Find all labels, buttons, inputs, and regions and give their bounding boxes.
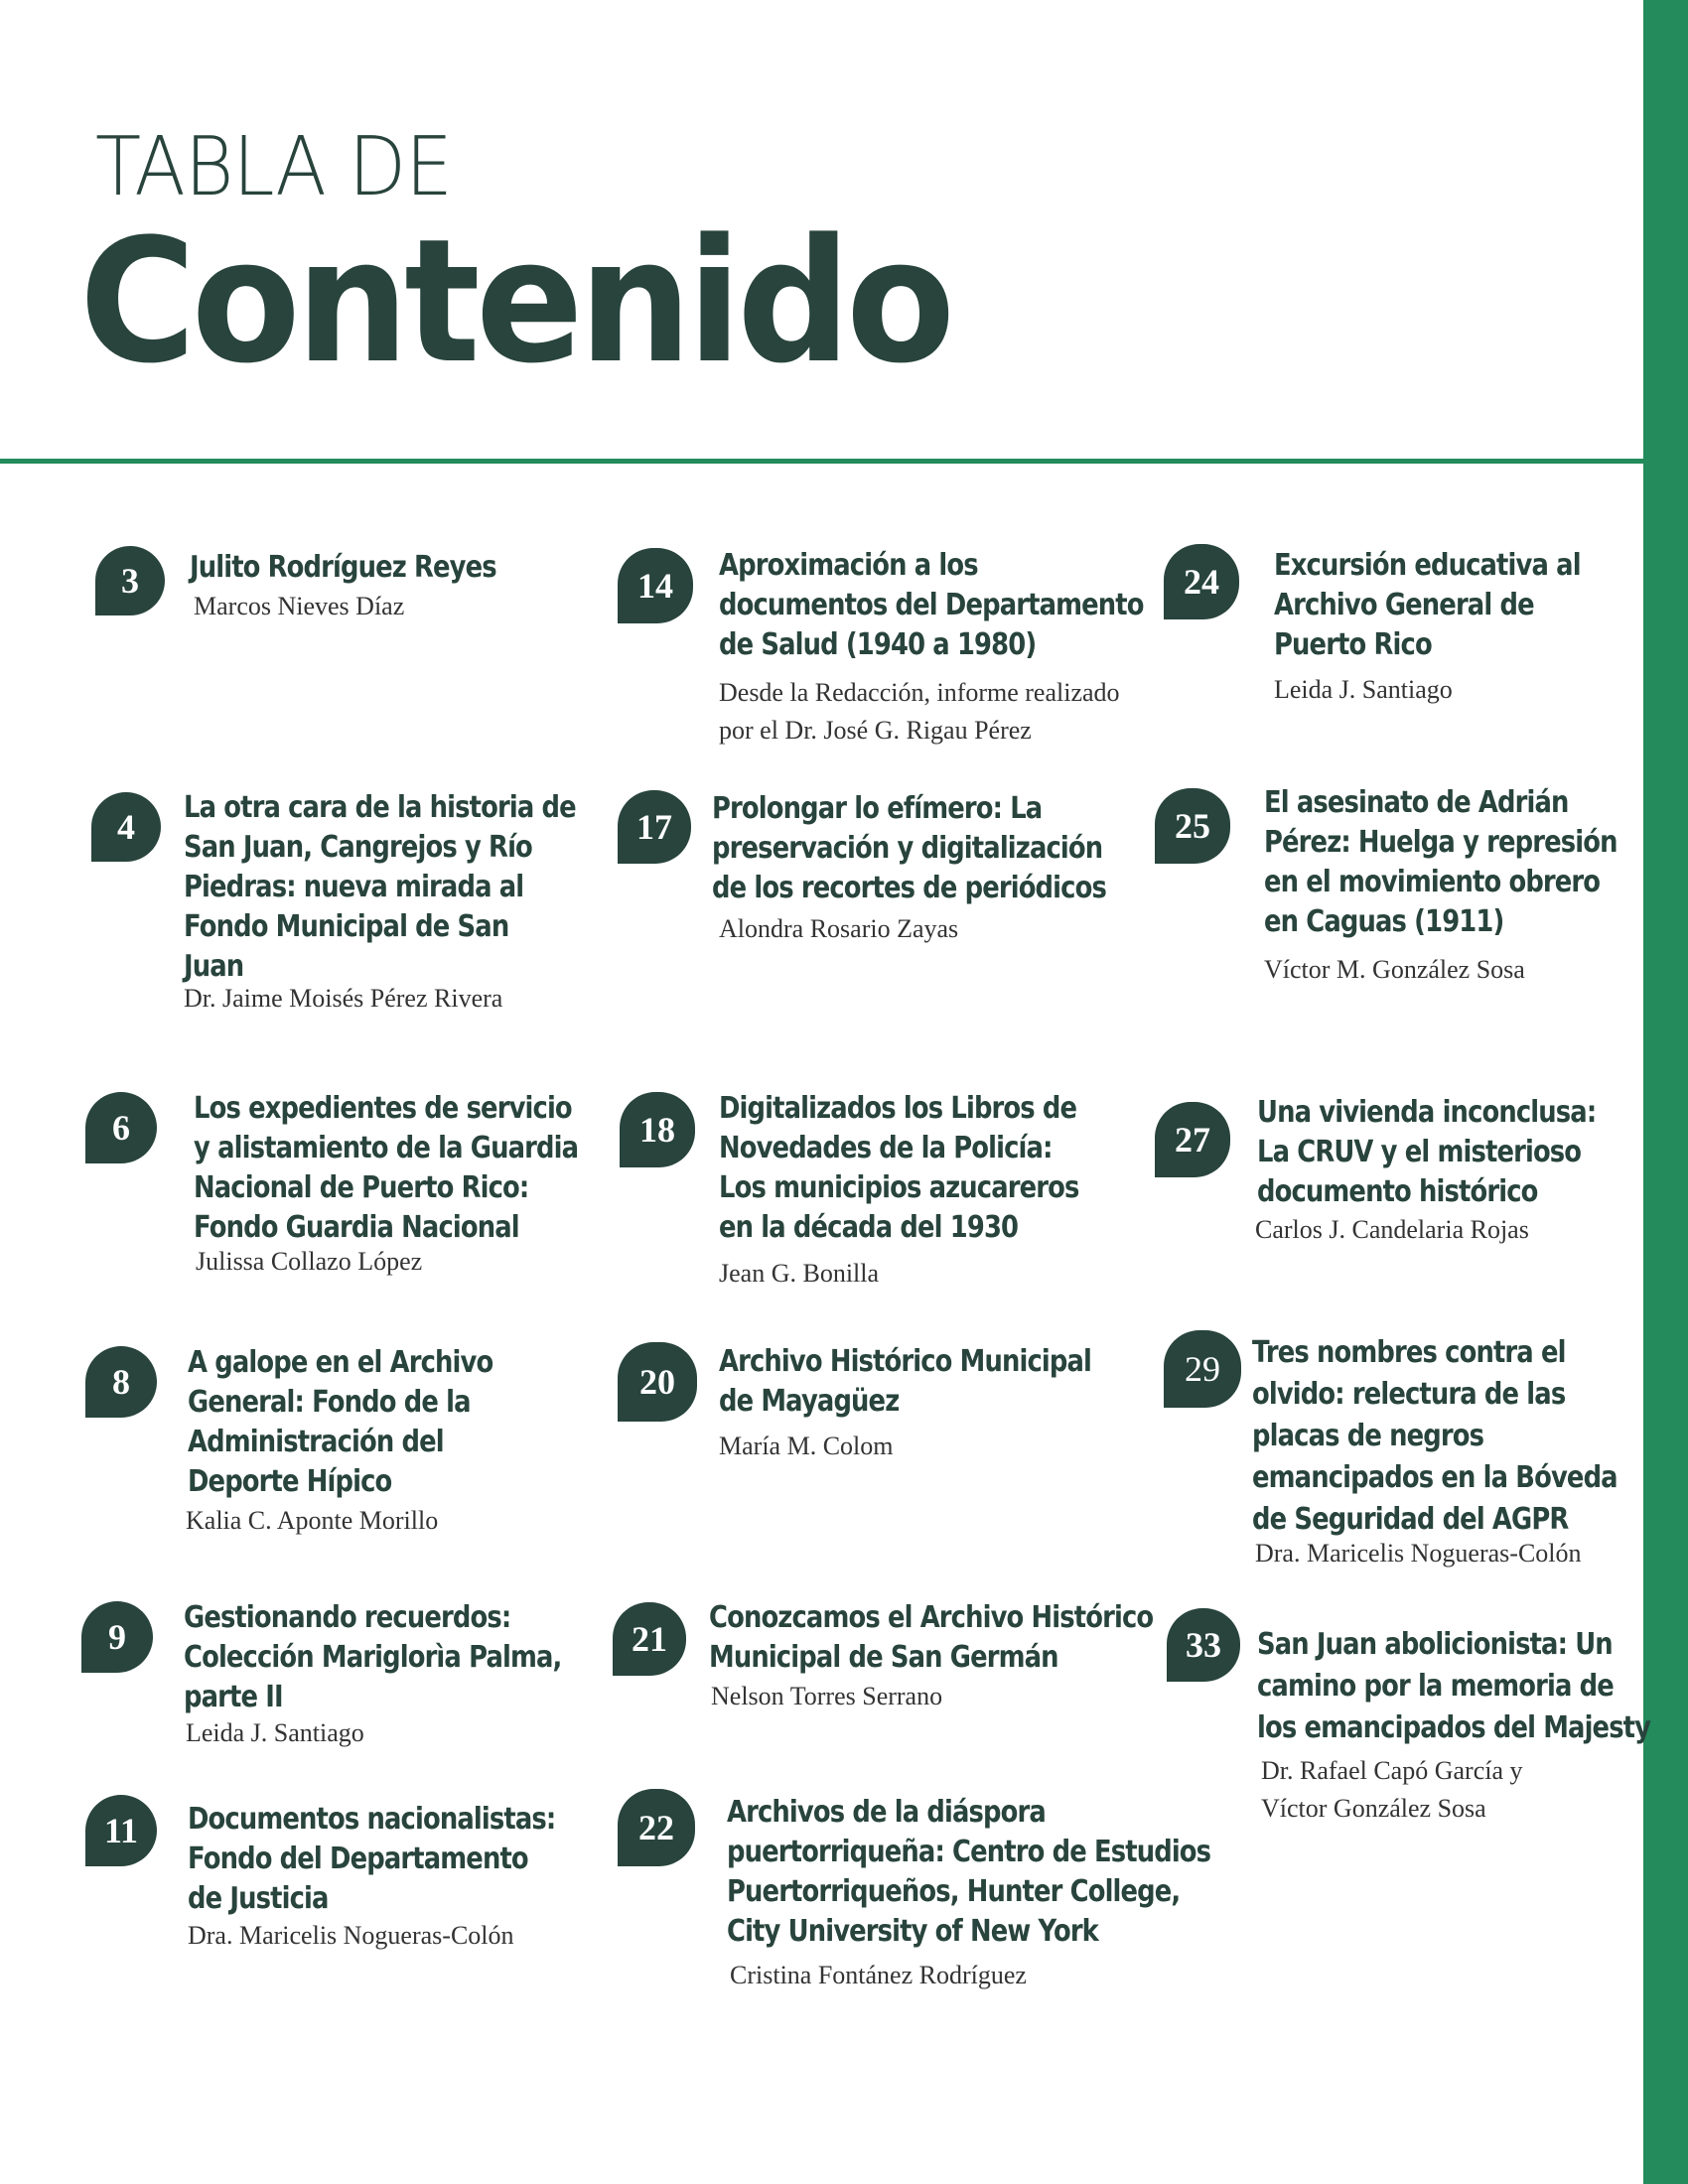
- entry-title[interactable]: Archivos de la diáspora puertorriqueña: Centro de Estudios Puertorriqueños, Hunter College, City University of New York: [727, 1795, 1211, 1949]
- title-divider: [0, 459, 1643, 464]
- entry-author: Carlos J. Candelaria Rojas: [1255, 1215, 1529, 1244]
- entry-author: Julissa Collazo López: [196, 1247, 423, 1276]
- entry-title[interactable]: A galope en el Archivo General: Fondo de la Administración del Deporte Hípico: [188, 1345, 493, 1499]
- entry-author: Dra. Maricelis Nogueras-Colón: [188, 1921, 514, 1950]
- page-number-badge: 4: [91, 792, 161, 862]
- page-number-badge: 20: [618, 1342, 697, 1422]
- entry-author: Víctor M. González Sosa: [1264, 955, 1525, 984]
- entry-title[interactable]: La otra cara de la historia de San Juan, Cangrejos y Río Piedras: nueva mirada al Fondo Municipal de San Juan: [184, 790, 576, 984]
- entry-author: Nelson Torres Serrano: [711, 1682, 943, 1710]
- page-number-badge: 27: [1155, 1102, 1230, 1177]
- page-number-badge: 33: [1167, 1608, 1240, 1682]
- page-number-badge: 21: [613, 1602, 686, 1676]
- page-number-badge: 3: [95, 546, 165, 615]
- page-number-badge: 11: [85, 1795, 157, 1866]
- page-title: Contenido: [79, 202, 951, 401]
- entry-title[interactable]: Excursión educativa al Archivo General de Puerto Rico: [1274, 548, 1581, 662]
- entry-title[interactable]: Gestionando recuerdos: Colección Mariglorìa Palma, parte II: [184, 1600, 562, 1714]
- entry-author: Desde la Redacción, informe realizado por el Dr. José G. Rigau Pérez: [719, 678, 1120, 745]
- entry-title[interactable]: Aproximación a los documentos del Departamento de Salud (1940 a 1980): [719, 548, 1144, 662]
- entry-title[interactable]: Una vivienda inconclusa: La CRUV y el misterioso documento histórico: [1257, 1095, 1597, 1209]
- page-number-badge: 9: [81, 1601, 153, 1673]
- entry-author: Dr. Jaime Moisés Pérez Rivera: [184, 984, 503, 1013]
- entry-title[interactable]: Prolongar lo efímero: La preservación y digitalización de los recortes de periódicos: [712, 791, 1106, 905]
- entry-title[interactable]: Tres nombres contra el olvido: relectura de las placas de negros emancipados en la Bóveda de Seguridad del AGPR: [1252, 1335, 1618, 1537]
- page-number-badge: 18: [620, 1092, 695, 1167]
- side-accent-stripe: [1643, 0, 1688, 2184]
- entry-author: Kalia C. Aponte Morillo: [186, 1506, 439, 1535]
- entry-title[interactable]: Archivo Histórico Municipal de Mayagüez: [719, 1344, 1092, 1419]
- entry-title[interactable]: Digitalizados los Libros de Novedades de la Policía: Los municipios azucareros en la década del 1930: [719, 1091, 1079, 1245]
- entry-title[interactable]: El asesinato de Adrián Pérez: Huelga y represión en el movimiento obrero en Caguas (1911): [1264, 785, 1618, 939]
- entry-title[interactable]: Los expedientes de servicio y alistamiento de la Guardia Nacional de Puerto Rico: Fondo Guardia Nacional: [194, 1091, 579, 1245]
- page-number-badge: 22: [618, 1789, 695, 1866]
- page-number-badge: 17: [618, 790, 691, 864]
- entry-author: Marcos Nieves Díaz: [194, 592, 405, 620]
- page-title-prefix: TABLA DE: [95, 120, 452, 214]
- entry-author: Alondra Rosario Zayas: [719, 914, 959, 943]
- entry-title[interactable]: Conozcamos el Archivo Histórico Municipal de San Germán: [709, 1600, 1154, 1675]
- entry-author: Jean G. Bonilla: [719, 1259, 880, 1288]
- page-number-badge: 29: [1164, 1330, 1241, 1408]
- page-number-badge: 14: [618, 548, 693, 623]
- entry-author: Cristina Fontánez Rodríguez: [730, 1961, 1027, 1989]
- page-number-badge: 6: [85, 1092, 157, 1163]
- entry-author: María M. Colom: [719, 1432, 894, 1460]
- entry-author: Dra. Maricelis Nogueras-Colón: [1255, 1539, 1582, 1568]
- entry-title[interactable]: Documentos nacionalistas: Fondo del Departamento de Justicia: [188, 1802, 556, 1916]
- entry-title[interactable]: San Juan abolicionista: Un camino por la memoria de los emancipados del Majesty: [1257, 1627, 1651, 1745]
- entry-author: Leida J. Santiago: [186, 1718, 364, 1747]
- page-number-badge: 8: [85, 1346, 157, 1418]
- page-number-badge: 25: [1155, 788, 1230, 864]
- entry-title[interactable]: Julito Rodríguez Reyes: [190, 550, 496, 585]
- entry-author: Dr. Rafael Capó García y Víctor González Sosa: [1261, 1756, 1523, 1823]
- entry-author: Leida J. Santiago: [1274, 675, 1453, 704]
- page-number-badge: 24: [1164, 544, 1239, 619]
